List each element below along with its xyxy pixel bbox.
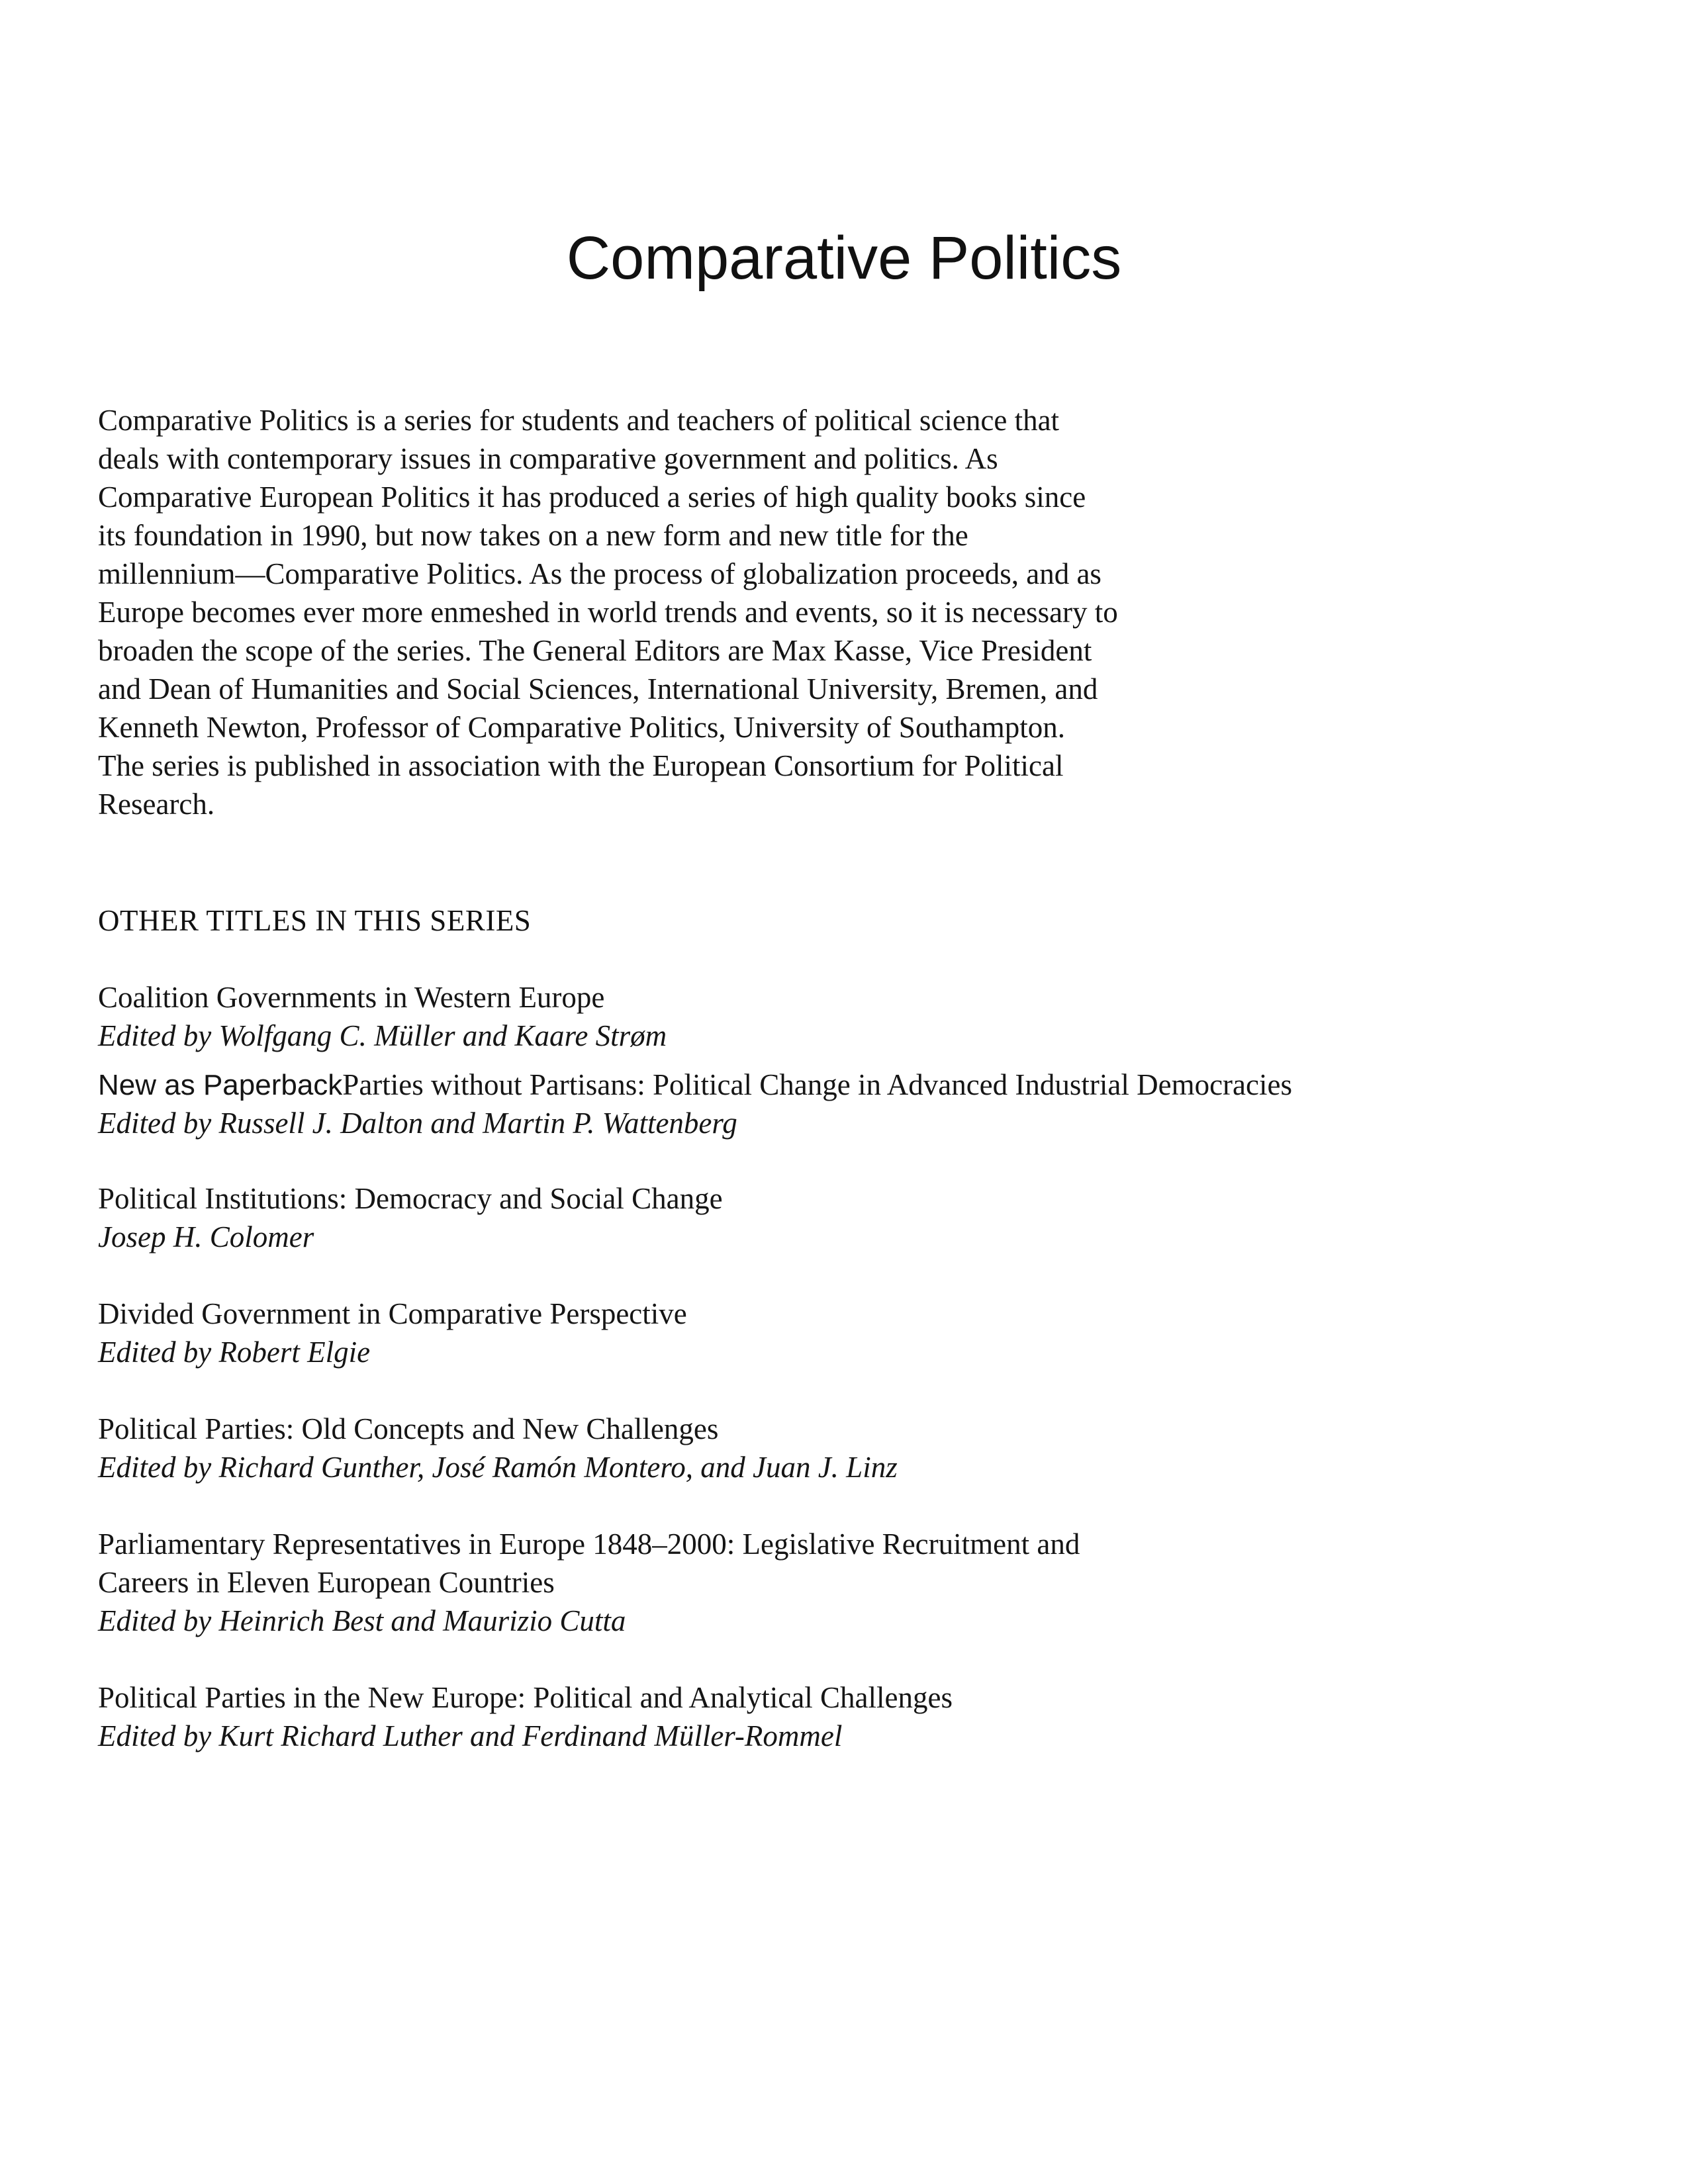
series-entry [98,1410,1587,1486]
entry-editors: Edited by Wolfgang C. Müller and Kaare Strøm [98,1019,667,1052]
entry-title: Careers in Eleven European Countries [98,1566,555,1599]
description-line: broaden the scope of the series. The General Editors are Max Kasse, Vice President [98,634,1092,667]
series-entry [98,1525,1587,1640]
description-line: Kenneth Newton, Professor of Comparative Politics, University of Southampton. [98,711,1066,744]
entry-title: Parliamentary Representatives in Europe 1848–2000: Legislative Recruitment and [98,1527,1080,1561]
description-line: its foundation in 1990, but now takes on a new form and new title for the [98,519,968,552]
description-line: millennium—Comparative Politics. As the process of globalization proceeds, and as [98,557,1102,590]
entry-title-line [98,1066,1587,1104]
entry-title: Political Parties: Old Concepts and New Challenges [98,1412,719,1445]
series-entry [98,1066,1587,1142]
entry-editors: Edited by Russell J. Dalton and Martin P. Wattenberg [98,1107,737,1140]
entry-editors: Edited by Robert Elgie [98,1336,371,1369]
entry-title: Coalition Governments in Western Europe [98,981,605,1014]
description-line: Research. [98,788,215,821]
entry-title: Political Parties in the New Europe: Political and Analytical Challenges [98,1681,953,1714]
entry-title: Parties without Partisans: Political Change in Advanced Industrial Democracies [342,1068,1292,1101]
new-as-paperback-badge: New as Paperback [98,1069,343,1101]
page-title: Comparative Politics [566,224,1122,292]
description-line: Comparative European Politics it has produced a series of high quality books since [98,480,1086,514]
entry-editors: Edited by Kurt Richard Luther and Ferdinand Müller-Rommel [98,1719,843,1752]
description-line: deals with contemporary issues in comparative government and politics. As [98,442,998,475]
description-line: The series is published in association with the European Consortium for Political [98,749,1064,782]
entry-editors: Josep H. Colomer [98,1220,314,1253]
entry-editors: Edited by Heinrich Best and Maurizio Cutta [98,1604,626,1637]
entry-title: Divided Government in Comparative Perspective [98,1297,687,1330]
other-titles-heading: OTHER TITLES IN THIS SERIES [98,904,532,937]
series-entry [98,978,1587,1055]
series-entry [98,1678,1587,1755]
entry-title: Political Institutions: Democracy and Social Change [98,1182,723,1215]
description-line: and Dean of Humanities and Social Sciences, International University, Bremen, and [98,672,1098,705]
series-entry [98,1295,1587,1371]
series-entry [98,1179,1587,1256]
entry-editors: Edited by Richard Gunther, José Ramón Montero, and Juan J. Linz [98,1451,898,1484]
series-description [98,401,1309,823]
description-line: Comparative Politics is a series for students and teachers of political science that [98,404,1060,437]
description-line: Europe becomes ever more enmeshed in world trends and events, so it is necessary to [98,596,1118,629]
